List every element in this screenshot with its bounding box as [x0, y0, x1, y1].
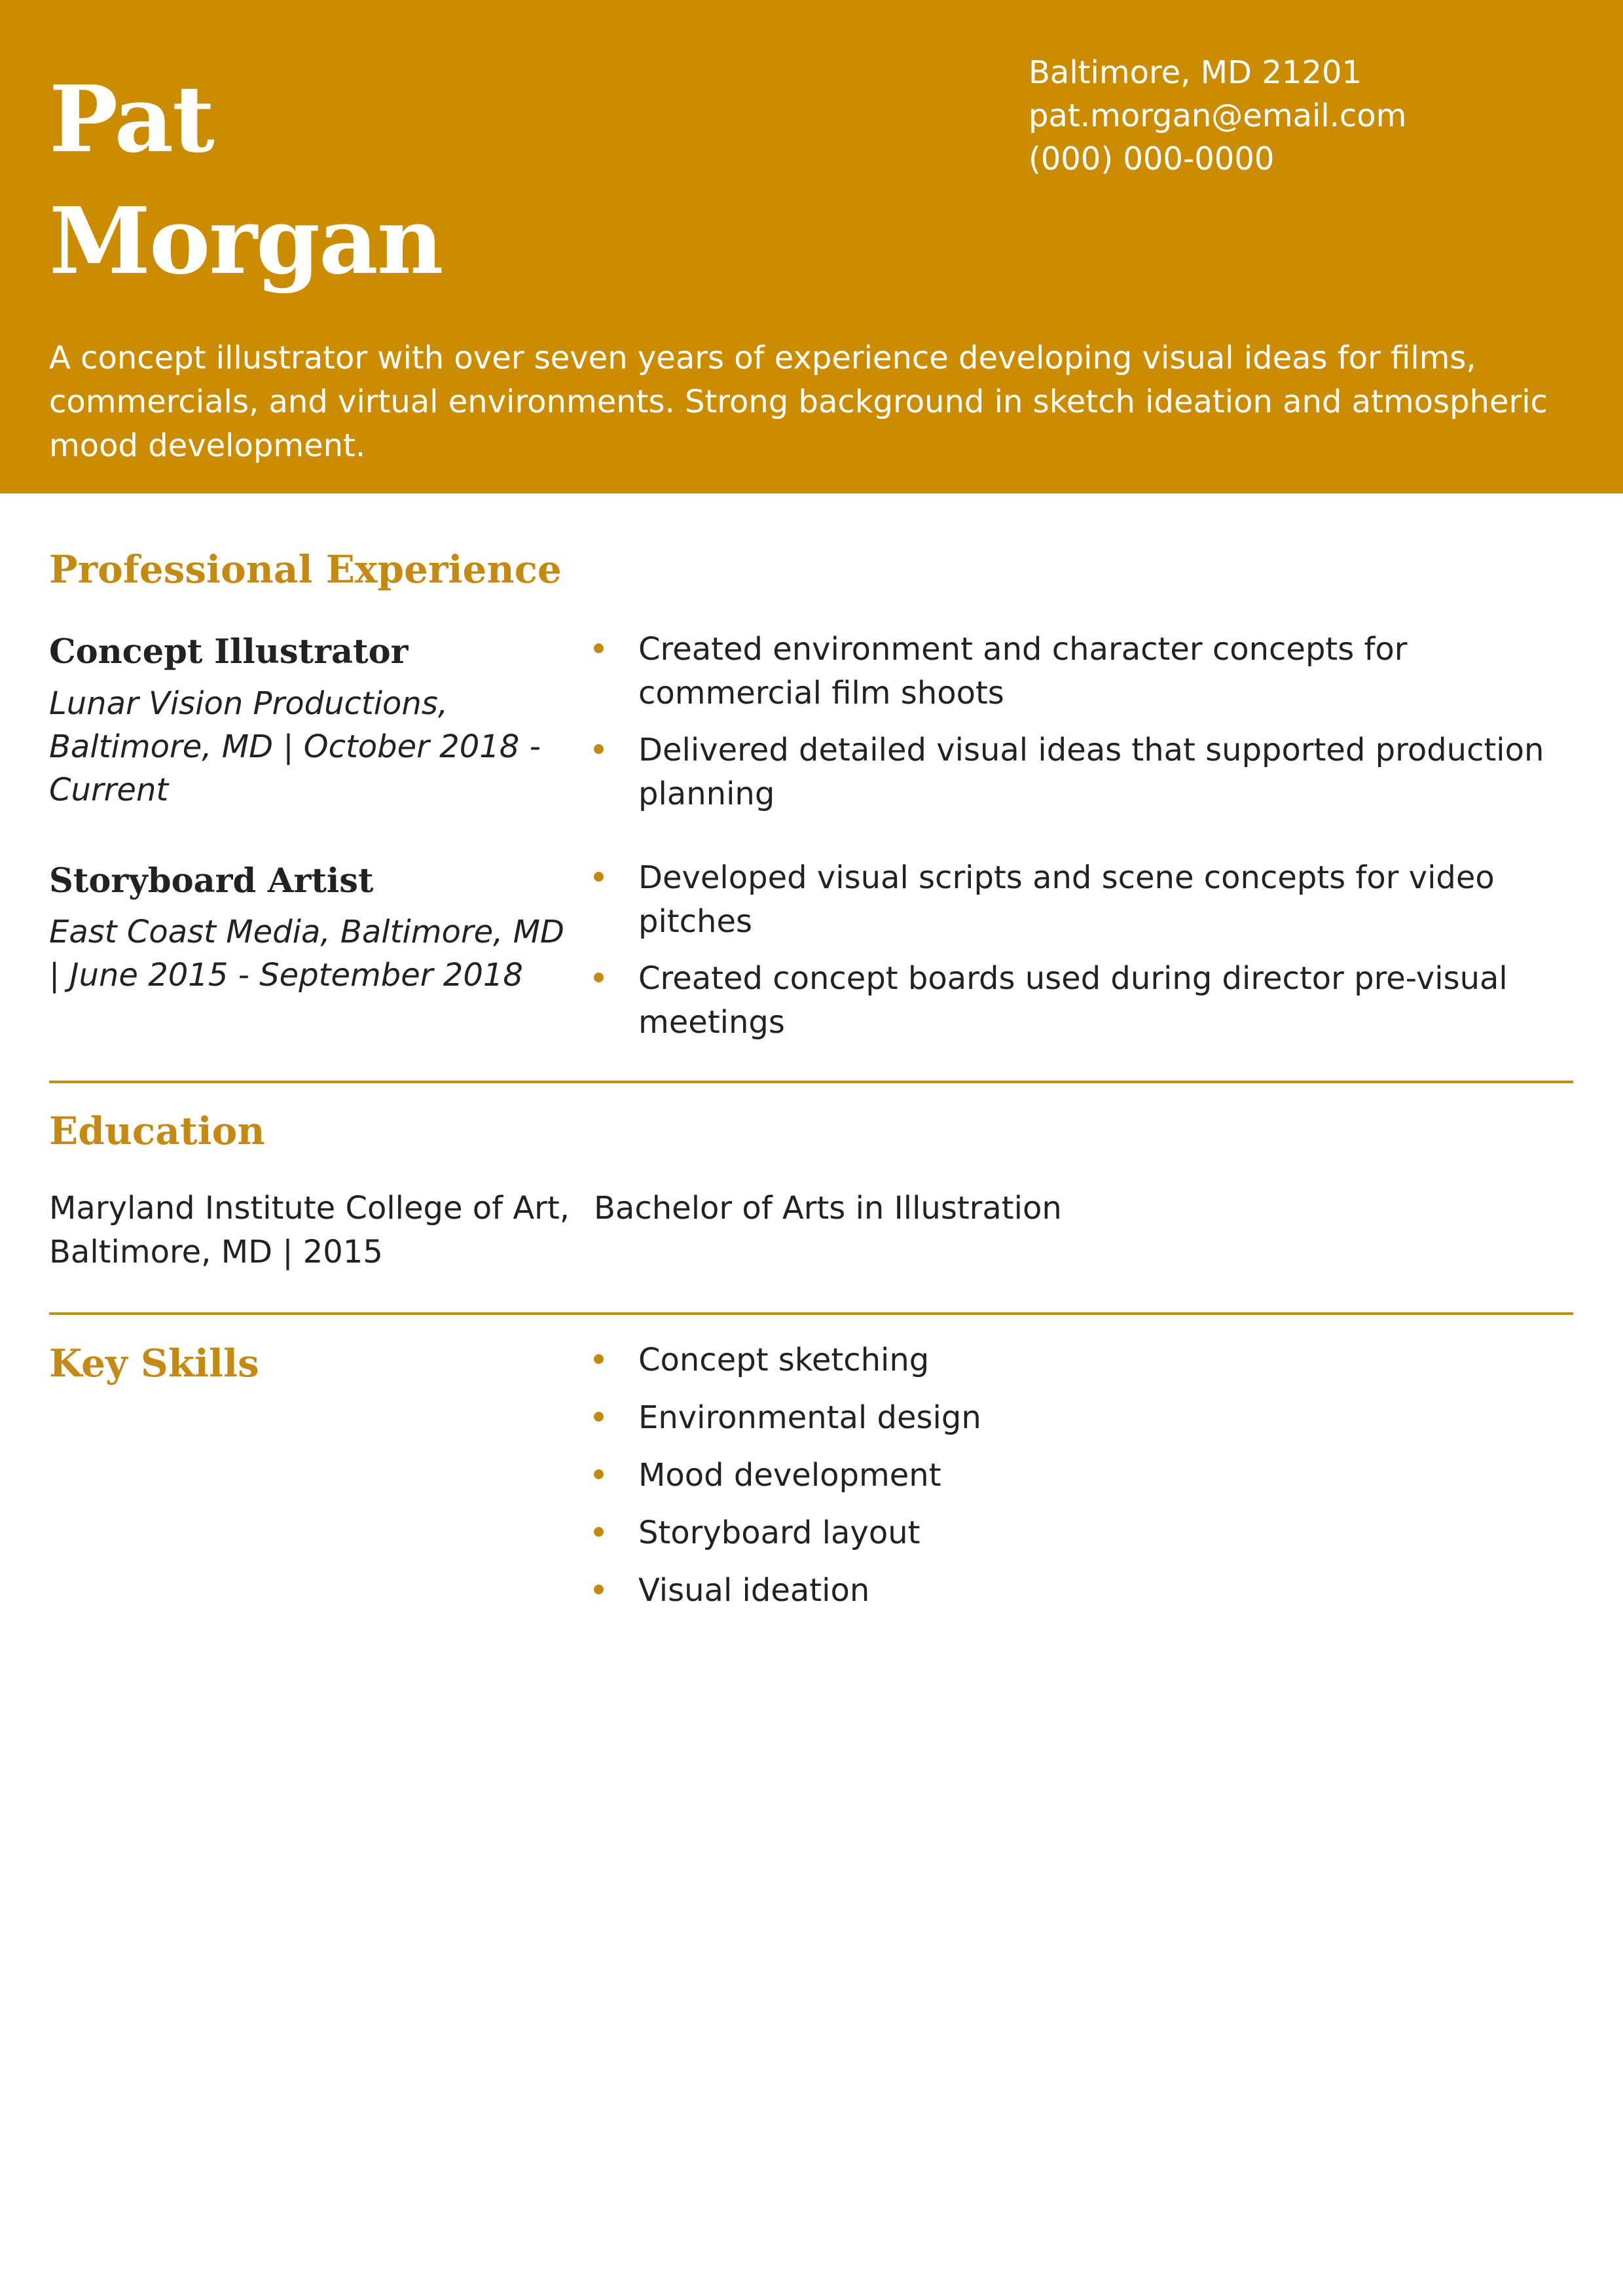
last-name: Morgan	[49, 188, 443, 295]
contact-email[interactable]: pat.morgan@email.com	[1029, 98, 1407, 134]
section-divider	[49, 1312, 1573, 1315]
job-title-1: Concept Illustrator	[49, 632, 409, 672]
job-title-2: Storyboard Artist	[49, 861, 374, 901]
job-bullets-1	[589, 628, 1571, 816]
skills-heading: Key Skills	[49, 1341, 259, 1386]
skill-item: Environmental design	[589, 1396, 1571, 1440]
section-divider	[49, 1081, 1573, 1083]
skill-item: Storyboard layout	[589, 1511, 1571, 1555]
skills-list	[589, 1338, 1571, 1613]
experience-heading: Professional Experience	[49, 547, 562, 592]
skill-item: Visual ideation	[589, 1569, 1571, 1613]
job-bullet: Created concept boards used during director pre-visual meetings	[589, 957, 1571, 1045]
resume-header	[0, 0, 1623, 493]
education-degree: Bachelor of Arts in Illustration	[594, 1190, 1062, 1227]
first-name: Pat	[49, 66, 213, 173]
education-heading: Education	[49, 1109, 265, 1153]
job-bullet: Delivered detailed visual ideas that supported production planning	[589, 728, 1571, 816]
job-meta-2: East Coast Media, Baltimore, MD | June 2015 - September 2018	[49, 914, 565, 994]
contact-location: Baltimore, MD 21201	[1029, 54, 1362, 91]
job-bullet: Created environment and character concepts for commercial film shoots	[589, 628, 1571, 715]
job-meta-1: Lunar Vision Productions, Baltimore, MD | October 2018 - Current	[49, 685, 541, 808]
job-bullets-2	[589, 856, 1571, 1045]
candidate-name	[49, 59, 443, 302]
skill-item: Mood development	[589, 1454, 1571, 1498]
job-bullet: Developed visual scripts and scene concepts for video pitches	[589, 856, 1571, 944]
education-school: Maryland Institute College of Art, Baltimore, MD | 2015	[49, 1190, 570, 1270]
contact-info	[1029, 51, 1406, 181]
professional-summary: A concept illustrator with over seven years of experience developing visual ideas for films, commercials, and virtual environments. Strong background in sketch ideation and atmospheric mood development.	[49, 340, 1548, 464]
skill-item: Concept sketching	[589, 1338, 1571, 1382]
contact-phone: (000) 000-0000	[1029, 141, 1275, 177]
